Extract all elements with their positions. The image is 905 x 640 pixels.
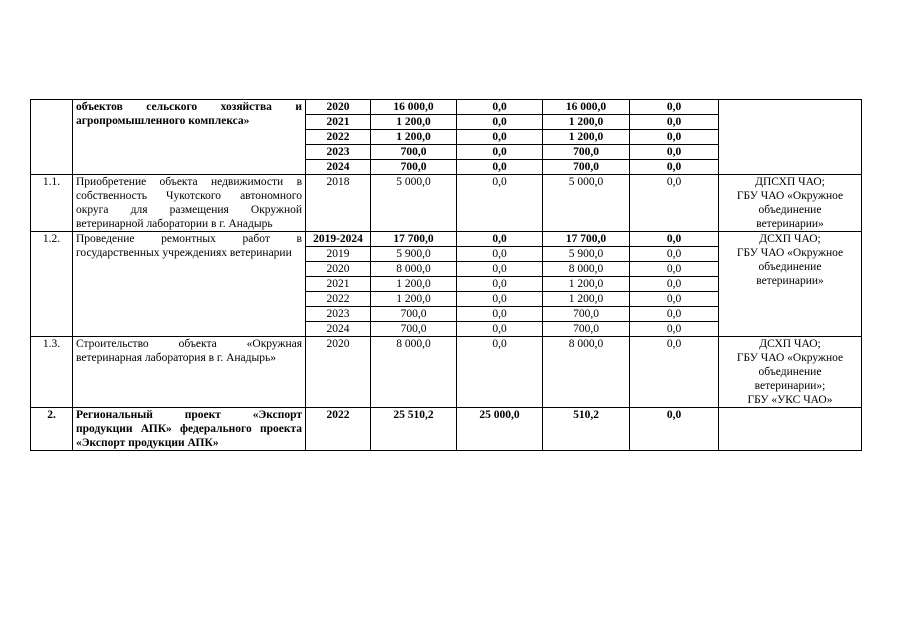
other-cell: 0,0 bbox=[630, 130, 719, 145]
total-cell: 5 000,0 bbox=[371, 175, 457, 232]
federal-cell: 0,0 bbox=[457, 100, 543, 115]
responsible-executor bbox=[719, 408, 862, 451]
federal-cell: 0,0 bbox=[457, 145, 543, 160]
other-cell: 0,0 bbox=[630, 322, 719, 337]
responsible-line: объединение bbox=[758, 261, 822, 273]
other-cell: 0,0 bbox=[630, 307, 719, 322]
other-cell: 0,0 bbox=[630, 247, 719, 262]
other-cell: 0,0 bbox=[630, 100, 719, 115]
federal-cell: 0,0 bbox=[457, 292, 543, 307]
year-cell: 2021 bbox=[306, 115, 371, 130]
item-description: Строительство объекта «Окружная ветеринарная лаборатория в г. Анадырь» bbox=[73, 337, 306, 408]
responsible-line: ГБУ ЧАО «Окружное bbox=[736, 190, 844, 202]
item-number: 1.2. bbox=[31, 232, 73, 337]
regional-cell: 700,0 bbox=[543, 322, 630, 337]
federal-cell: 25 000,0 bbox=[457, 408, 543, 451]
federal-cell: 0,0 bbox=[457, 262, 543, 277]
item-description: объектов сельского хозяйства и агропромышленного комплекса» bbox=[73, 100, 306, 175]
regional-cell: 1 200,0 bbox=[543, 115, 630, 130]
regional-cell: 700,0 bbox=[543, 145, 630, 160]
federal-cell: 0,0 bbox=[457, 277, 543, 292]
responsible-line: ГБУ ЧАО «Окружное bbox=[736, 247, 844, 259]
federal-cell: 0,0 bbox=[457, 337, 543, 408]
year-cell: 2023 bbox=[306, 145, 371, 160]
other-cell: 0,0 bbox=[630, 408, 719, 451]
regional-cell: 5 000,0 bbox=[543, 175, 630, 232]
year-cell: 2019 bbox=[306, 247, 371, 262]
year-cell: 2018 bbox=[306, 175, 371, 232]
other-cell: 0,0 bbox=[630, 232, 719, 247]
other-cell: 0,0 bbox=[630, 115, 719, 130]
year-cell: 2021 bbox=[306, 277, 371, 292]
total-cell: 16 000,0 bbox=[371, 100, 457, 115]
year-cell: 2024 bbox=[306, 160, 371, 175]
year-cell: 2019-2024 bbox=[306, 232, 371, 247]
federal-cell: 0,0 bbox=[457, 307, 543, 322]
total-cell: 5 900,0 bbox=[371, 247, 457, 262]
item-number: 1.3. bbox=[31, 337, 73, 408]
federal-cell: 0,0 bbox=[457, 130, 543, 145]
year-cell: 2022 bbox=[306, 130, 371, 145]
year-cell: 2020 bbox=[306, 100, 371, 115]
responsible-line: объединение bbox=[758, 366, 822, 378]
federal-cell: 0,0 bbox=[457, 175, 543, 232]
table-row bbox=[31, 408, 862, 451]
responsible-line: объединение bbox=[758, 204, 822, 216]
responsible-line: ГБУ «УКС ЧАО» bbox=[747, 394, 833, 406]
regional-cell: 16 000,0 bbox=[543, 100, 630, 115]
responsible-executor bbox=[719, 100, 862, 175]
year-cell: 2020 bbox=[306, 262, 371, 277]
other-cell: 0,0 bbox=[630, 160, 719, 175]
responsible-line: ГБУ ЧАО «Окружное bbox=[736, 352, 844, 364]
other-cell: 0,0 bbox=[630, 145, 719, 160]
other-cell: 0,0 bbox=[630, 262, 719, 277]
federal-cell: 0,0 bbox=[457, 322, 543, 337]
total-cell: 700,0 bbox=[371, 160, 457, 175]
responsible-executor bbox=[719, 337, 862, 408]
regional-cell: 1 200,0 bbox=[543, 277, 630, 292]
item-description: Региональный проект «Экспорт продукции АПК» федерального проекта «Экспорт продукции АПК» bbox=[73, 408, 306, 451]
responsible-line: ветеринарии» bbox=[756, 275, 824, 287]
item-description: Проведение ремонтных работ в государственных учреждениях ветеринарии bbox=[73, 232, 306, 337]
regional-cell: 1 200,0 bbox=[543, 292, 630, 307]
other-cell: 0,0 bbox=[630, 292, 719, 307]
year-cell: 2022 bbox=[306, 292, 371, 307]
table-row bbox=[31, 232, 862, 247]
responsible-line: ДСХП ЧАО; bbox=[759, 338, 821, 350]
federal-cell: 0,0 bbox=[457, 115, 543, 130]
other-cell: 0,0 bbox=[630, 175, 719, 232]
other-cell: 0,0 bbox=[630, 277, 719, 292]
regional-cell: 700,0 bbox=[543, 307, 630, 322]
table-row bbox=[31, 175, 862, 232]
item-number: 1.1. bbox=[31, 175, 73, 232]
table-row bbox=[31, 100, 862, 115]
responsible-line: ДПСХП ЧАО; bbox=[755, 176, 825, 188]
item-number bbox=[31, 100, 73, 175]
responsible-line: ДСХП ЧАО; bbox=[759, 233, 821, 245]
federal-cell: 0,0 bbox=[457, 160, 543, 175]
regional-cell: 700,0 bbox=[543, 160, 630, 175]
total-cell: 8 000,0 bbox=[371, 262, 457, 277]
regional-cell: 1 200,0 bbox=[543, 130, 630, 145]
regional-cell: 8 000,0 bbox=[543, 337, 630, 408]
responsible-executor bbox=[719, 175, 862, 232]
year-cell: 2020 bbox=[306, 337, 371, 408]
regional-cell: 8 000,0 bbox=[543, 262, 630, 277]
other-cell: 0,0 bbox=[630, 337, 719, 408]
total-cell: 17 700,0 bbox=[371, 232, 457, 247]
year-cell: 2024 bbox=[306, 322, 371, 337]
item-description: Приобретение объекта недвижимости в собственность Чукотского автономного округа для размещения Окружной ветеринарной лаборатории в г. Анадырь bbox=[73, 175, 306, 232]
federal-cell: 0,0 bbox=[457, 232, 543, 247]
total-cell: 1 200,0 bbox=[371, 292, 457, 307]
total-cell: 700,0 bbox=[371, 145, 457, 160]
year-cell: 2022 bbox=[306, 408, 371, 451]
table-row bbox=[31, 337, 862, 408]
responsible-line: ветеринарии» bbox=[756, 218, 824, 230]
total-cell: 700,0 bbox=[371, 307, 457, 322]
program-funding-table bbox=[30, 99, 862, 451]
regional-cell: 510,2 bbox=[543, 408, 630, 451]
item-number: 2. bbox=[31, 408, 73, 451]
total-cell: 25 510,2 bbox=[371, 408, 457, 451]
total-cell: 700,0 bbox=[371, 322, 457, 337]
responsible-line: ветеринарии»; bbox=[754, 380, 826, 392]
year-cell: 2023 bbox=[306, 307, 371, 322]
total-cell: 8 000,0 bbox=[371, 337, 457, 408]
responsible-executor bbox=[719, 232, 862, 337]
regional-cell: 17 700,0 bbox=[543, 232, 630, 247]
federal-cell: 0,0 bbox=[457, 247, 543, 262]
total-cell: 1 200,0 bbox=[371, 277, 457, 292]
total-cell: 1 200,0 bbox=[371, 130, 457, 145]
total-cell: 1 200,0 bbox=[371, 115, 457, 130]
regional-cell: 5 900,0 bbox=[543, 247, 630, 262]
